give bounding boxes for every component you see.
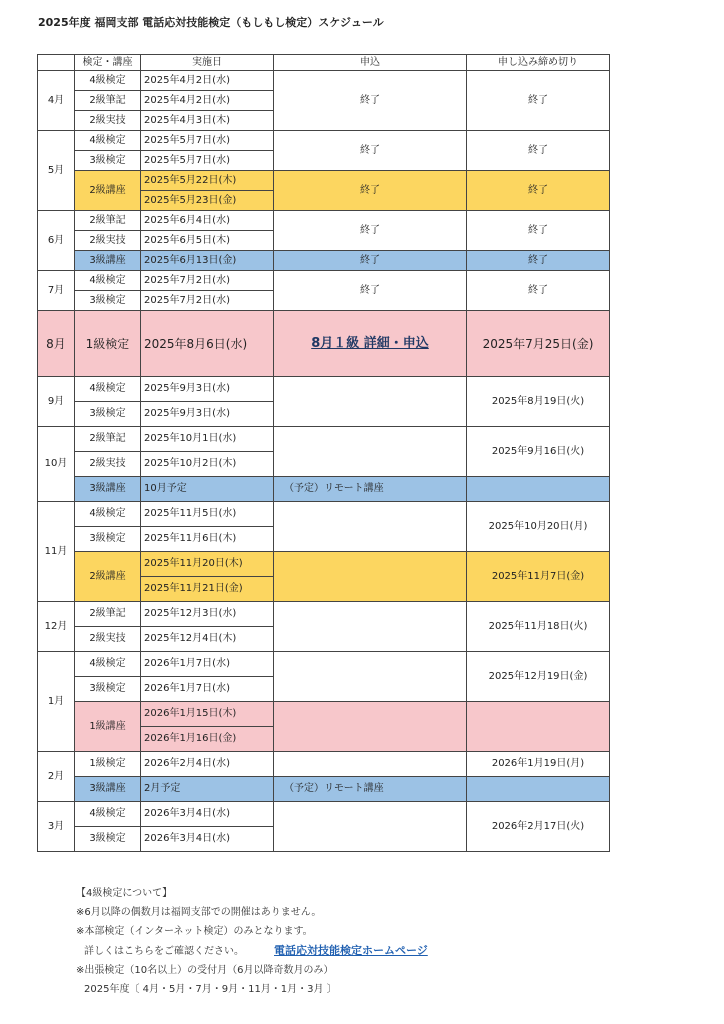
date-cell: 2025年7月2日(水) [141,271,274,291]
date-cell: 2025年8月6日(水) [141,311,274,377]
apply-cell [274,552,467,602]
table-row [38,652,610,677]
apply-cell: 終了 [274,71,467,131]
deadline-cell [467,477,610,502]
note-line [76,941,428,961]
month-cell: 3月 [38,802,75,852]
apply-cell [274,377,467,427]
deadline-cell: 2025年7月25日(金) [467,311,610,377]
table-row [38,552,610,577]
type-cell: 4級検定 [75,131,141,151]
date-cell: 2025年6月13日(金) [141,251,274,271]
date-cell: 2025年11月5日(水) [141,502,274,527]
deadline-cell: 2025年9月16日(火) [467,427,610,477]
date-cell: 2026年3月4日(水) [141,802,274,827]
month-cell: 8月 [38,311,75,377]
date-cell: 2025年6月5日(木) [141,231,274,251]
type-cell: 1級検定 [75,752,141,777]
notes-section [76,884,428,999]
notes-heading: 【4級検定について】 [76,888,173,899]
deadline-cell: 2025年8月19日(火) [467,377,610,427]
date-cell: 2025年5月7日(水) [141,151,274,171]
header-cell: 検定・講座 [75,55,141,71]
date-cell: 2025年12月4日(木) [141,627,274,652]
type-cell: 1級検定 [75,311,141,377]
date-cell: 2025年11月20日(木) [141,552,274,577]
apply-cell [274,602,467,652]
table-row [38,377,610,402]
apply-cell [274,802,467,852]
date-cell: 2025年6月4日(水) [141,211,274,231]
deadline-cell: 終了 [467,251,610,271]
page-title: 2025年度 福岡支部 電話応対技能検定（もしもし検定）スケジュール [38,16,384,29]
deadline-cell: 終了 [467,271,610,311]
date-cell: 2026年1月7日(水) [141,677,274,702]
month-cell: 2月 [38,752,75,802]
header-cell: 申込 [274,55,467,71]
month-cell: 10月 [38,427,75,502]
type-cell: 2級講座 [75,171,141,211]
type-cell: 1級講座 [75,702,141,752]
table-row [38,802,610,827]
apply-cell: 終了 [274,131,467,171]
month-cell: 9月 [38,377,75,427]
table-row [38,752,610,777]
deadline-cell: 2025年12月19日(金) [467,652,610,702]
deadline-cell [467,777,610,802]
header-cell [38,55,75,71]
table-header-row [38,55,610,71]
deadline-cell: 2026年2月17日(火) [467,802,610,852]
month-cell: 1月 [38,652,75,752]
table-row [38,702,610,727]
table-row [38,211,610,231]
deadline-cell: 終了 [467,131,610,171]
type-cell: 4級検定 [75,502,141,527]
type-cell: 4級検定 [75,652,141,677]
apply-cell: （予定）リモート講座 [274,477,467,502]
header-cell: 申し込み締め切り [467,55,610,71]
homepage-link[interactable]: 電話応対技能検定ホームページ [274,944,428,957]
note-text: 詳しくはこちらをご確認ください。 [84,946,244,957]
deadline-cell: 2026年1月19日(月) [467,752,610,777]
deadline-cell: 2025年10月20日(月) [467,502,610,552]
deadline-cell: 2025年11月7日(金) [467,552,610,602]
date-cell: 2025年5月23日(金) [141,191,274,211]
apply-cell [274,502,467,552]
month-cell: 7月 [38,271,75,311]
type-cell: 2級実技 [75,452,141,477]
month-cell: 11月 [38,502,75,602]
date-cell: 10月予定 [141,477,274,502]
type-cell: 3級検定 [75,527,141,552]
date-cell: 2026年1月15日(木) [141,702,274,727]
apply-cell: 終了 [274,171,467,211]
apply-cell: 終了 [274,251,467,271]
note-line: 2025年度〔 4月・5月・7月・9月・11月・1月・3月 〕 [84,984,337,995]
apply-cell: （予定）リモート講座 [274,777,467,802]
note-line: ※本部検定（インターネット検定）のみとなります。 [76,926,313,937]
table-row [38,311,610,377]
type-cell: 2級筆記 [75,211,141,231]
date-cell: 2025年4月3日(木) [141,111,274,131]
type-cell: 2級筆記 [75,427,141,452]
month-cell: 6月 [38,211,75,271]
month-cell: 12月 [38,602,75,652]
month-cell: 5月 [38,131,75,211]
deadline-cell: 2025年11月18日(火) [467,602,610,652]
date-cell: 2025年5月7日(水) [141,131,274,151]
type-cell: 2級講座 [75,552,141,602]
type-cell: 4級検定 [75,377,141,402]
type-cell: 2級実技 [75,627,141,652]
type-cell: 3級検定 [75,827,141,852]
date-cell: 2025年11月21日(金) [141,577,274,602]
date-cell: 2月予定 [141,777,274,802]
deadline-cell [467,702,610,752]
type-cell: 4級検定 [75,71,141,91]
type-cell: 3級講座 [75,251,141,271]
type-cell: 2級実技 [75,231,141,251]
apply-cell: 終了 [274,211,467,251]
type-cell: 2級筆記 [75,91,141,111]
table-row [38,71,610,91]
date-cell: 2026年3月4日(水) [141,827,274,852]
table-row [38,502,610,527]
type-cell: 3級検定 [75,677,141,702]
type-cell: 3級検定 [75,151,141,171]
apply-cell [274,311,467,377]
table-row [38,602,610,627]
date-cell: 2025年9月3日(水) [141,402,274,427]
date-cell: 2025年10月2日(木) [141,452,274,477]
deadline-cell: 終了 [467,71,610,131]
apply-cell: 終了 [274,271,467,311]
month-cell: 4月 [38,71,75,131]
august-apply-link[interactable]: 8月１級 詳細・申込 [311,336,429,351]
table-row [38,777,610,802]
date-cell: 2025年4月2日(水) [141,71,274,91]
date-cell: 2026年2月4日(水) [141,752,274,777]
table-row [38,251,610,271]
type-cell: 2級筆記 [75,602,141,627]
type-cell: 2級実技 [75,111,141,131]
apply-cell [274,752,467,777]
table-row [38,131,610,151]
apply-cell [274,702,467,752]
table-row [38,171,610,191]
date-cell: 2025年4月2日(水) [141,91,274,111]
date-cell: 2026年1月16日(金) [141,727,274,752]
date-cell: 2025年7月2日(水) [141,291,274,311]
note-line: ※6月以降の偶数月は福岡支部での開催はありません。 [76,907,322,918]
date-cell: 2025年10月1日(水) [141,427,274,452]
type-cell: 3級検定 [75,402,141,427]
type-cell: 4級検定 [75,271,141,291]
date-cell: 2026年1月7日(水) [141,652,274,677]
schedule-table [37,54,610,852]
type-cell: 3級講座 [75,477,141,502]
date-cell: 2025年12月3日(水) [141,602,274,627]
date-cell: 2025年9月3日(水) [141,377,274,402]
date-cell: 2025年11月6日(木) [141,527,274,552]
table-row [38,427,610,452]
apply-cell [274,652,467,702]
date-cell: 2025年5月22日(木) [141,171,274,191]
type-cell: 4級検定 [75,802,141,827]
header-cell: 実施日 [141,55,274,71]
table-row [38,271,610,291]
deadline-cell: 終了 [467,211,610,251]
type-cell: 3級講座 [75,777,141,802]
type-cell: 3級検定 [75,291,141,311]
deadline-cell: 終了 [467,171,610,211]
note-line: ※出張検定（10名以上）の受付月（6月以降奇数月のみ） [76,965,334,976]
apply-cell [274,427,467,477]
table-row [38,477,610,502]
